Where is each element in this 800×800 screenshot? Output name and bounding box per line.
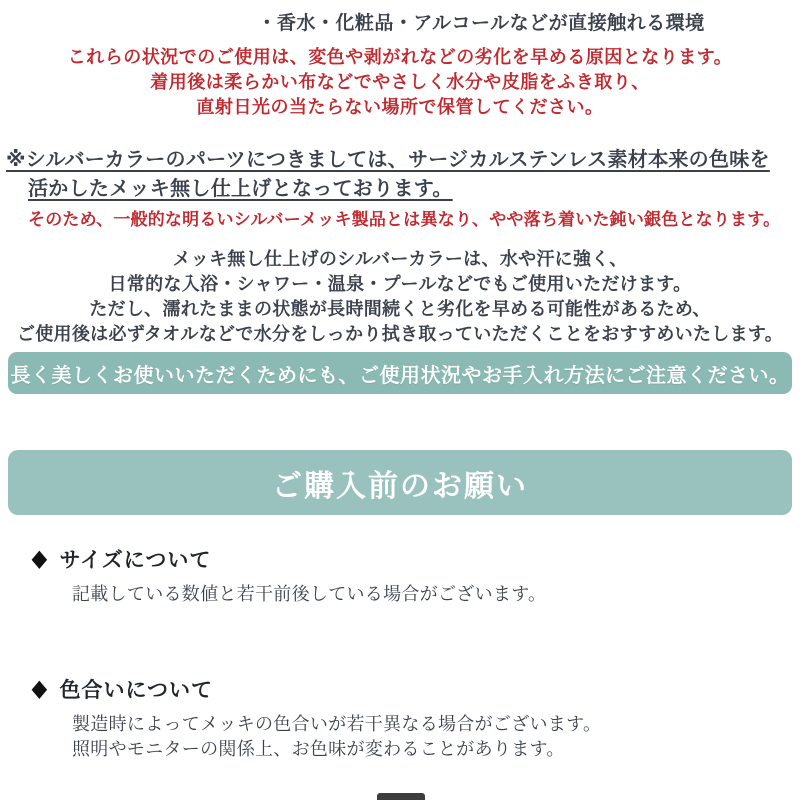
care-warning-block bbox=[0, 45, 800, 120]
care-notice-strip bbox=[8, 352, 792, 394]
environment-list-item: ・香水・化粧品・アルコールなどが直接触れる環境 bbox=[257, 13, 705, 34]
section-body-size bbox=[72, 582, 546, 607]
pre-purchase-banner-title: ご購入前のお願い bbox=[272, 469, 528, 503]
section-body-color bbox=[72, 712, 601, 762]
care-warning-line: 着用後は柔らかい布などでやさしく水分や皮脂をふき取り、 bbox=[150, 72, 650, 92]
care-notice-strip-text: 長く美しくお使いいただくためにも、ご使用状況やお手入れ方法にご注意ください。 bbox=[10, 364, 790, 387]
silver-care-line: ただし、濡れたままの状態が長時間続くと劣化を早める可能性があるため、 bbox=[89, 299, 711, 319]
bottom-progress-bar bbox=[377, 793, 425, 800]
section-heading-label: 色合いについて bbox=[59, 679, 214, 702]
section-body-line: 記載している数値と若干前後している場合がございます。 bbox=[72, 584, 547, 604]
section-heading-color bbox=[30, 674, 213, 704]
silver-care-line: ご使用後は必ずタオルなどで水分をしっかり拭き取っていただくことをおすすめいたします。 bbox=[16, 324, 784, 344]
care-warning-line: 直射日光の当たらない場所で保管してください。 bbox=[196, 97, 604, 117]
silver-care-body bbox=[0, 247, 800, 347]
silver-color-red-note: そのため、一般的な明るいシルバーメッキ製品とは異なり、やや落ち着いた鈍い銀色となります。 bbox=[28, 210, 781, 229]
section-heading-size bbox=[30, 544, 211, 574]
pre-purchase-banner bbox=[8, 450, 792, 515]
silver-note-line: 活かしたメッキ無し仕上げとなっております。 bbox=[28, 178, 453, 200]
diamond-bullet-icon: ◆ bbox=[31, 675, 49, 702]
section-body-line: 製造時によってメッキの色合いが若干異なる場合がございます。 bbox=[72, 714, 602, 734]
diamond-bullet-icon: ◆ bbox=[31, 545, 49, 572]
section-heading-label: サイズについて bbox=[59, 549, 212, 572]
silver-note-line: ※シルバーカラーのパーツにつきましては、サージカルステンレス素材本来の色味を bbox=[6, 149, 770, 171]
silver-care-line: メッキ無し仕上げのシルバーカラーは、水や汗に強く、 bbox=[172, 249, 628, 269]
silver-color-note bbox=[6, 146, 796, 204]
section-body-line: 照明やモニターの関係上、お色味が変わることがあります。 bbox=[72, 739, 565, 759]
silver-care-line: 日常的な入浴・シャワー・温泉・プールなどでもご使用いただけます。 bbox=[108, 274, 692, 294]
care-warning-line: これらの状況でのご使用は、変色や剥がれなどの劣化を早める原因となります。 bbox=[67, 47, 733, 67]
